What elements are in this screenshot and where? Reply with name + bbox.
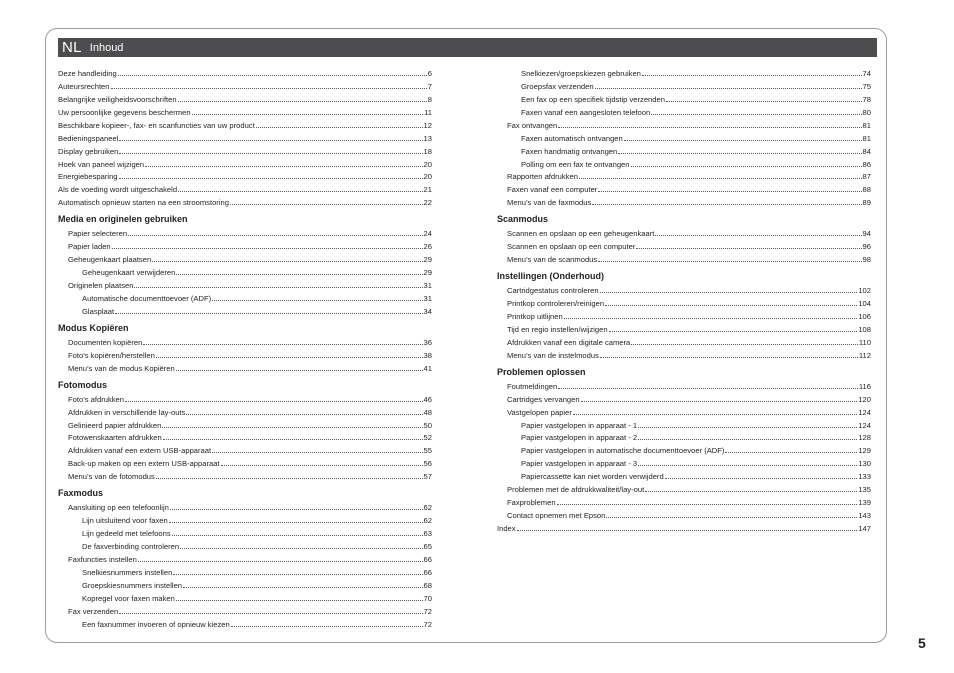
dot-leader bbox=[564, 318, 858, 319]
toc-entry[interactable] bbox=[58, 391, 432, 404]
toc-entry-label: Cartridges vervangen bbox=[507, 394, 580, 404]
toc-entry-label: Menu’s van de faxmodus bbox=[507, 198, 592, 208]
dot-leader bbox=[645, 491, 857, 492]
dot-leader bbox=[558, 127, 861, 128]
toc-entry[interactable] bbox=[58, 65, 432, 78]
toc-entry-label: Papier vastgelopen in apparaat - 2 bbox=[521, 433, 638, 443]
toc-entry-label: Foto’s afdrukken bbox=[68, 394, 125, 404]
toc-entry[interactable] bbox=[58, 577, 432, 590]
toc-entry-label: Papier selecteren bbox=[68, 229, 128, 239]
toc-entry-page: 120 bbox=[858, 394, 871, 404]
toc-entry-label: Afdrukken in verschillende lay-outs bbox=[68, 407, 186, 417]
toc-entry[interactable] bbox=[497, 251, 871, 264]
dot-leader bbox=[558, 388, 858, 389]
dot-leader bbox=[119, 178, 423, 179]
dot-leader bbox=[606, 517, 857, 518]
toc-entry-label: Bedieningspaneel bbox=[58, 133, 119, 143]
dot-leader bbox=[631, 344, 858, 345]
toc-entry[interactable] bbox=[497, 295, 871, 308]
toc-entry[interactable] bbox=[497, 238, 871, 251]
toc-entry-label: De faxverbinding controleren bbox=[82, 542, 180, 551]
page-number: 5 bbox=[918, 635, 926, 651]
toc-entry-page: 38 bbox=[423, 350, 432, 360]
dot-leader bbox=[636, 248, 861, 249]
toc-entry-page: 129 bbox=[858, 446, 871, 456]
toc-entry-label: Scannen en opslaan op een computer bbox=[507, 242, 636, 252]
toc-entry[interactable] bbox=[58, 603, 432, 616]
toc-entry-page: 108 bbox=[858, 324, 871, 334]
toc-entry[interactable] bbox=[58, 194, 432, 207]
toc-entry-label: Belangrijke veiligheidsvoorschriften bbox=[58, 94, 177, 104]
toc-entry-label: Faxen vanaf een computer bbox=[507, 185, 598, 195]
toc-entry-page: 62 bbox=[423, 516, 432, 526]
toc-entry[interactable] bbox=[497, 321, 871, 334]
header-bar bbox=[58, 38, 877, 57]
toc-entry-label: Display gebruiken bbox=[58, 146, 119, 156]
toc-entry-page: 6 bbox=[427, 68, 432, 78]
toc-entry-label: Snelkiezen/groepskiezen gebruiken bbox=[521, 68, 641, 78]
dot-leader bbox=[557, 504, 858, 505]
dot-leader bbox=[172, 535, 423, 536]
toc-entry-label: Als de voeding wordt uitgeschakeld bbox=[58, 185, 178, 195]
toc-entry-label: Auteursrechten bbox=[58, 81, 110, 91]
dot-leader bbox=[115, 313, 422, 314]
dot-leader bbox=[118, 75, 427, 76]
toc-entry-label: Kopregel voor faxen maken bbox=[82, 593, 175, 603]
dot-leader bbox=[178, 101, 427, 102]
toc-entry-label: Groepskiesnummers instellen bbox=[82, 580, 183, 590]
toc-entry-page: 104 bbox=[858, 299, 871, 308]
toc-entry[interactable] bbox=[58, 455, 432, 468]
toc-left-column bbox=[58, 65, 432, 629]
toc-entry-label: Menu’s van de instelmodus bbox=[507, 350, 599, 360]
dot-leader bbox=[119, 153, 422, 154]
dot-leader bbox=[186, 414, 422, 415]
dot-leader bbox=[162, 427, 422, 428]
dot-leader bbox=[256, 127, 423, 128]
toc-entry-label: Printkop uitlijnen bbox=[507, 311, 563, 321]
toc-entry-label: Foutmeldingen bbox=[507, 381, 558, 391]
toc-entry-label: Fotowenskaarten afdrukken bbox=[68, 433, 162, 443]
toc-entry-page: 130 bbox=[858, 459, 871, 469]
toc-entry-page: 63 bbox=[423, 529, 432, 539]
toc-entry[interactable] bbox=[58, 181, 432, 194]
dot-leader bbox=[125, 401, 423, 402]
toc-entry-label: Menu’s van de fotomodus bbox=[68, 472, 155, 482]
toc-entry-page: 88 bbox=[862, 185, 871, 195]
toc-entry-label: Papier laden bbox=[68, 242, 111, 252]
toc-entry[interactable] bbox=[497, 104, 871, 117]
toc-section-heading: Faxmodus bbox=[58, 488, 104, 499]
toc-entry[interactable] bbox=[58, 442, 432, 455]
dot-leader bbox=[592, 204, 861, 205]
toc-section-heading: Scanmodus bbox=[497, 214, 549, 225]
toc-entry-page: 48 bbox=[423, 407, 432, 417]
toc-entry-page: 50 bbox=[423, 420, 432, 430]
toc-entry-page: 56 bbox=[423, 459, 432, 469]
toc-entry-label: Automatische documenttoevoer (ADF) bbox=[82, 293, 212, 303]
dot-leader bbox=[176, 370, 423, 371]
toc-entry-label: Faxen vanaf een aangesloten telefoon bbox=[521, 107, 651, 117]
toc-entry-page: 81 bbox=[862, 120, 871, 130]
toc-entry[interactable] bbox=[497, 181, 871, 194]
dot-leader bbox=[183, 587, 423, 588]
toc-entry-page: 55 bbox=[423, 446, 432, 456]
toc-entry[interactable] bbox=[58, 525, 432, 538]
toc-entry-page: 36 bbox=[423, 337, 432, 347]
toc-entry[interactable] bbox=[58, 499, 432, 512]
toc-entry[interactable] bbox=[58, 117, 432, 130]
toc-entry[interactable] bbox=[58, 360, 432, 373]
toc-entry-page: 128 bbox=[858, 433, 871, 443]
toc-entry-page: 12 bbox=[423, 120, 432, 130]
dot-leader bbox=[178, 191, 423, 192]
toc-entry[interactable] bbox=[58, 616, 432, 629]
toc-entry-page: 52 bbox=[423, 433, 432, 443]
toc-entry[interactable] bbox=[58, 538, 432, 551]
toc-entry[interactable] bbox=[497, 494, 871, 507]
toc-entry[interactable] bbox=[58, 78, 432, 91]
toc-entry-page: 124 bbox=[858, 407, 871, 417]
dot-leader bbox=[111, 88, 427, 89]
toc-entry[interactable] bbox=[58, 334, 432, 347]
toc-entry[interactable] bbox=[58, 417, 432, 430]
toc-entry-page: 80 bbox=[862, 107, 871, 117]
toc-entry-label: Tijd en regio instellen/wijzigen bbox=[507, 324, 608, 334]
toc-entry-page: 98 bbox=[862, 255, 871, 265]
toc-entry-page: 41 bbox=[423, 363, 432, 373]
toc-entry[interactable] bbox=[497, 417, 871, 430]
dot-leader bbox=[595, 88, 862, 89]
toc-entry-page: 26 bbox=[423, 242, 432, 252]
toc-entry-page: 75 bbox=[862, 81, 871, 91]
toc-entry-page: 87 bbox=[862, 172, 871, 182]
dot-leader bbox=[573, 414, 857, 415]
toc-entry-page: 13 bbox=[423, 133, 432, 143]
toc-entry-page: 81 bbox=[862, 133, 871, 143]
toc-entry[interactable] bbox=[58, 238, 432, 251]
toc-entry[interactable] bbox=[497, 143, 871, 156]
dot-leader bbox=[156, 478, 423, 479]
dot-leader bbox=[170, 509, 423, 510]
toc-entry[interactable] bbox=[497, 347, 871, 360]
toc-entry-page: 66 bbox=[423, 554, 432, 564]
toc-entry-page: 46 bbox=[423, 394, 432, 404]
language-code: NL bbox=[62, 39, 82, 56]
toc-section-heading: Media en originelen gebruiken bbox=[58, 214, 188, 225]
toc-section-heading: Fotomodus bbox=[58, 379, 107, 390]
toc-entry-page: 112 bbox=[858, 350, 871, 360]
toc-entry[interactable] bbox=[497, 334, 871, 347]
dot-leader bbox=[609, 331, 858, 332]
dot-leader bbox=[152, 261, 422, 262]
toc-entry-page: 147 bbox=[858, 524, 871, 533]
toc-entry-label: Afdrukken vanaf een extern USB-apparaat bbox=[68, 446, 212, 456]
toc-entry-page: 70 bbox=[423, 593, 432, 603]
toc-entry-page: 8 bbox=[427, 94, 432, 104]
dot-leader bbox=[173, 574, 422, 575]
toc-entry[interactable] bbox=[58, 130, 432, 143]
toc-entry-page: 89 bbox=[862, 198, 871, 208]
toc-entry-label: Uw persoonlijke gegevens beschermen bbox=[58, 107, 191, 117]
toc-entry-label: Energiebesparing bbox=[58, 172, 118, 182]
dot-leader bbox=[230, 204, 423, 205]
toc-entry-page: 139 bbox=[858, 498, 871, 508]
dot-leader bbox=[725, 452, 857, 453]
dot-leader bbox=[638, 465, 857, 466]
toc-entry-label: Papier vastgelopen in automatische documenttoevoer (ADF) bbox=[521, 446, 725, 456]
toc-entry-label: Faxproblemen bbox=[507, 498, 556, 508]
toc-entry-label: Polling om een fax te ontvangen bbox=[521, 159, 630, 169]
dot-leader bbox=[156, 357, 423, 358]
dot-leader bbox=[169, 522, 423, 523]
toc-entry-label: Beschikbare kopieer-, fax- en scanfuncties van uw product bbox=[58, 120, 255, 130]
dot-leader bbox=[598, 191, 861, 192]
toc-entry-label: Foto’s kopiëren/herstellen bbox=[68, 350, 155, 360]
dot-leader bbox=[665, 478, 858, 479]
toc-entry[interactable] bbox=[58, 277, 432, 290]
toc-entry-label: Problemen met de afdrukkwaliteit/lay-out bbox=[507, 485, 645, 495]
toc-entry-page: 20 bbox=[423, 172, 432, 182]
toc-entry-page: 57 bbox=[423, 472, 432, 482]
dot-leader bbox=[600, 357, 858, 358]
toc-entry-label: Originelen plaatsen bbox=[68, 281, 134, 290]
toc-section-heading: Problemen oplossen bbox=[497, 366, 586, 377]
toc-entry-page: 124 bbox=[858, 420, 871, 430]
dot-leader bbox=[180, 548, 422, 549]
toc-entry-label: Scannen en opslaan op een geheugenkaart bbox=[507, 229, 655, 239]
toc-entry[interactable] bbox=[58, 251, 432, 264]
toc-entry[interactable] bbox=[497, 65, 871, 78]
toc-entry-label: Rapporten afdrukken bbox=[507, 172, 578, 182]
toc-right-column bbox=[497, 65, 871, 533]
toc-entry-label: Gelinieerd papier afdrukken bbox=[68, 420, 162, 430]
toc-entry-label: Automatisch opnieuw starten na een stroomstoring bbox=[58, 198, 229, 208]
toc-entry[interactable] bbox=[497, 130, 871, 143]
dot-leader bbox=[212, 300, 422, 301]
dot-leader bbox=[212, 452, 422, 453]
toc-entry[interactable] bbox=[497, 378, 871, 391]
toc-entry[interactable] bbox=[497, 117, 871, 130]
toc-entry[interactable] bbox=[497, 481, 871, 494]
toc-entry-label: Geheugenkaart plaatsen bbox=[68, 255, 152, 265]
toc-entry-page: 84 bbox=[862, 146, 871, 156]
toc-entry-label: Lijn gedeeld met telefoons bbox=[82, 529, 171, 539]
toc-entry-page: 66 bbox=[423, 567, 432, 577]
toc-entry-page: 34 bbox=[423, 306, 432, 316]
dot-leader bbox=[655, 235, 861, 236]
toc-entry[interactable] bbox=[58, 143, 432, 156]
toc-entry-page: 72 bbox=[423, 619, 432, 629]
toc-entry-page: 72 bbox=[423, 606, 432, 616]
dot-leader bbox=[221, 465, 423, 466]
toc-entry-label: Papier vastgelopen in apparaat - 1 bbox=[521, 420, 638, 430]
toc-entry[interactable] bbox=[58, 104, 432, 117]
dot-leader bbox=[600, 292, 858, 293]
toc-entry[interactable] bbox=[497, 282, 871, 295]
toc-entry[interactable] bbox=[497, 169, 871, 182]
toc-entry-label: Menu’s van de scanmodus bbox=[507, 255, 598, 265]
toc-entry[interactable] bbox=[58, 347, 432, 360]
dot-leader bbox=[176, 600, 423, 601]
toc-entry[interactable] bbox=[58, 590, 432, 603]
toc-entry-label: Fax ontvangen bbox=[507, 120, 558, 130]
dot-leader bbox=[163, 439, 423, 440]
toc-section-heading: Modus Kopiëren bbox=[58, 322, 129, 333]
toc-entry-label: Papier vastgelopen in apparaat - 3 bbox=[521, 459, 638, 469]
toc-entry-page: 102 bbox=[858, 286, 871, 296]
toc-entry-label: Een fax op een specifiek tijdstip verzenden bbox=[521, 94, 665, 104]
toc-entry[interactable] bbox=[497, 308, 871, 321]
dot-leader bbox=[145, 166, 422, 167]
dot-leader bbox=[631, 166, 862, 167]
toc-entry[interactable] bbox=[58, 551, 432, 564]
toc-entry[interactable] bbox=[58, 290, 432, 303]
toc-entry-label: Afdrukken vanaf een digitale camera bbox=[507, 337, 631, 347]
toc-entry-page: 135 bbox=[858, 485, 871, 495]
toc-entry[interactable] bbox=[497, 520, 871, 533]
toc-entry[interactable] bbox=[497, 91, 871, 104]
toc-entry[interactable] bbox=[58, 430, 432, 443]
dot-leader bbox=[231, 626, 423, 627]
toc-entry[interactable] bbox=[58, 264, 432, 277]
toc-entry[interactable] bbox=[58, 512, 432, 525]
page-title: Inhoud bbox=[89, 41, 124, 54]
toc-entry[interactable] bbox=[497, 455, 871, 468]
dot-leader bbox=[598, 261, 861, 262]
toc-entry[interactable] bbox=[497, 507, 871, 520]
toc-entry-label: Vastgelopen papier bbox=[507, 407, 572, 417]
toc-entry-label: Printkop controleren/reinigen bbox=[507, 299, 605, 308]
dot-leader bbox=[638, 439, 857, 440]
toc-entry-page: 68 bbox=[423, 580, 432, 590]
dot-leader bbox=[134, 287, 422, 288]
toc-entry-page: 65 bbox=[423, 542, 432, 551]
dot-leader bbox=[651, 114, 861, 115]
toc-entry-page: 78 bbox=[862, 94, 871, 104]
dot-leader bbox=[143, 344, 422, 345]
toc-entry[interactable] bbox=[497, 391, 871, 404]
toc-entry-page: 94 bbox=[862, 229, 871, 239]
dot-leader bbox=[605, 305, 857, 306]
dot-leader bbox=[192, 114, 424, 115]
toc-entry[interactable] bbox=[58, 156, 432, 169]
toc-entry-page: 106 bbox=[858, 311, 871, 321]
toc-entry-page: 22 bbox=[423, 198, 432, 208]
dot-leader bbox=[176, 274, 422, 275]
toc-entry-page: 110 bbox=[858, 337, 871, 347]
toc-entry-label: Papiercassette kan niet worden verwijderd bbox=[521, 472, 664, 482]
toc-entry[interactable] bbox=[58, 91, 432, 104]
dot-leader bbox=[642, 75, 862, 76]
dot-leader bbox=[138, 561, 423, 562]
toc-entry-page: 86 bbox=[862, 159, 871, 169]
dot-leader bbox=[119, 613, 422, 614]
toc-entry[interactable] bbox=[58, 564, 432, 577]
toc-entry-label: Faxfuncties instellen bbox=[68, 554, 137, 564]
toc-entry-label: Lijn uitsluitend voor faxen bbox=[82, 516, 168, 526]
toc-entry-page: 21 bbox=[423, 185, 432, 195]
toc-entry-label: Hoek van paneel wijzigen bbox=[58, 159, 145, 169]
toc-entry-page: 96 bbox=[862, 242, 871, 252]
toc-entry-page: 116 bbox=[858, 381, 871, 391]
toc-entry-page: 31 bbox=[423, 293, 432, 303]
toc-entry-label: Deze handleiding bbox=[58, 68, 117, 78]
dot-leader bbox=[638, 427, 857, 428]
toc-entry-label: Index bbox=[497, 524, 516, 533]
toc-entry[interactable] bbox=[58, 303, 432, 316]
toc-entry-label: Groepsfax verzenden bbox=[521, 81, 594, 91]
toc-entry[interactable] bbox=[497, 78, 871, 91]
toc-entry-page: 11 bbox=[424, 107, 432, 117]
toc-entry-label: Menu’s van de modus Kopiëren bbox=[68, 363, 175, 373]
toc-entry-label: Fax verzenden bbox=[68, 606, 119, 616]
toc-entry-page: 18 bbox=[423, 146, 432, 156]
toc-entry-label: Faxen automatisch ontvangen bbox=[521, 133, 623, 143]
dot-leader bbox=[112, 248, 423, 249]
dot-leader bbox=[579, 178, 862, 179]
toc-entry-page: 20 bbox=[423, 159, 432, 169]
dot-leader bbox=[666, 101, 862, 102]
dot-leader bbox=[119, 140, 422, 141]
toc-entry-label: Glasplaat bbox=[82, 306, 115, 316]
toc-entry[interactable] bbox=[58, 169, 432, 182]
toc-entry-page: 31 bbox=[423, 281, 432, 290]
toc-entry[interactable] bbox=[497, 194, 871, 207]
toc-entry[interactable] bbox=[58, 468, 432, 481]
toc-entry-label: Faxen handmatig ontvangen bbox=[521, 146, 618, 156]
dot-leader bbox=[128, 235, 422, 236]
toc-entry-page: 29 bbox=[423, 255, 432, 265]
toc-entry[interactable] bbox=[497, 468, 871, 481]
toc-entry-label: Back-up maken op een extern USB-apparaat bbox=[68, 459, 220, 469]
toc-entry-label: Snelkiesnummers instellen bbox=[82, 567, 173, 577]
toc-entry-label: Geheugenkaart verwijderen bbox=[82, 268, 176, 278]
toc-entry-label: Documenten kopiëren bbox=[68, 337, 143, 347]
toc-entry-page: 7 bbox=[427, 81, 432, 91]
dot-leader bbox=[517, 530, 858, 531]
toc-entry[interactable] bbox=[497, 156, 871, 169]
toc-entry[interactable] bbox=[497, 442, 871, 455]
dot-leader bbox=[618, 153, 861, 154]
dot-leader bbox=[581, 401, 858, 402]
toc-entry-page: 143 bbox=[858, 511, 871, 521]
toc-entry[interactable] bbox=[58, 404, 432, 417]
toc-entry-label: Een faxnummer invoeren of opnieuw kiezen bbox=[82, 619, 230, 629]
dot-leader bbox=[624, 140, 862, 141]
toc-entry-label: Contact opnemen met Epson bbox=[507, 511, 606, 521]
toc-entry-page: 133 bbox=[858, 472, 871, 482]
toc-entry-page: 29 bbox=[423, 268, 432, 278]
toc-entry[interactable] bbox=[58, 225, 432, 238]
toc-entry-label: Cartridgestatus controleren bbox=[507, 286, 599, 296]
toc-section-heading: Instellingen (Onderhoud) bbox=[497, 271, 604, 282]
toc-entry[interactable] bbox=[497, 225, 871, 238]
toc-entry-label: Aansluiting op een telefoonlijn bbox=[68, 503, 169, 513]
toc-entry[interactable] bbox=[497, 404, 871, 417]
toc-entry[interactable] bbox=[497, 430, 871, 443]
toc-entry-page: 24 bbox=[423, 229, 432, 239]
toc-entry-page: 62 bbox=[423, 503, 432, 513]
toc-entry-page: 74 bbox=[862, 68, 871, 78]
